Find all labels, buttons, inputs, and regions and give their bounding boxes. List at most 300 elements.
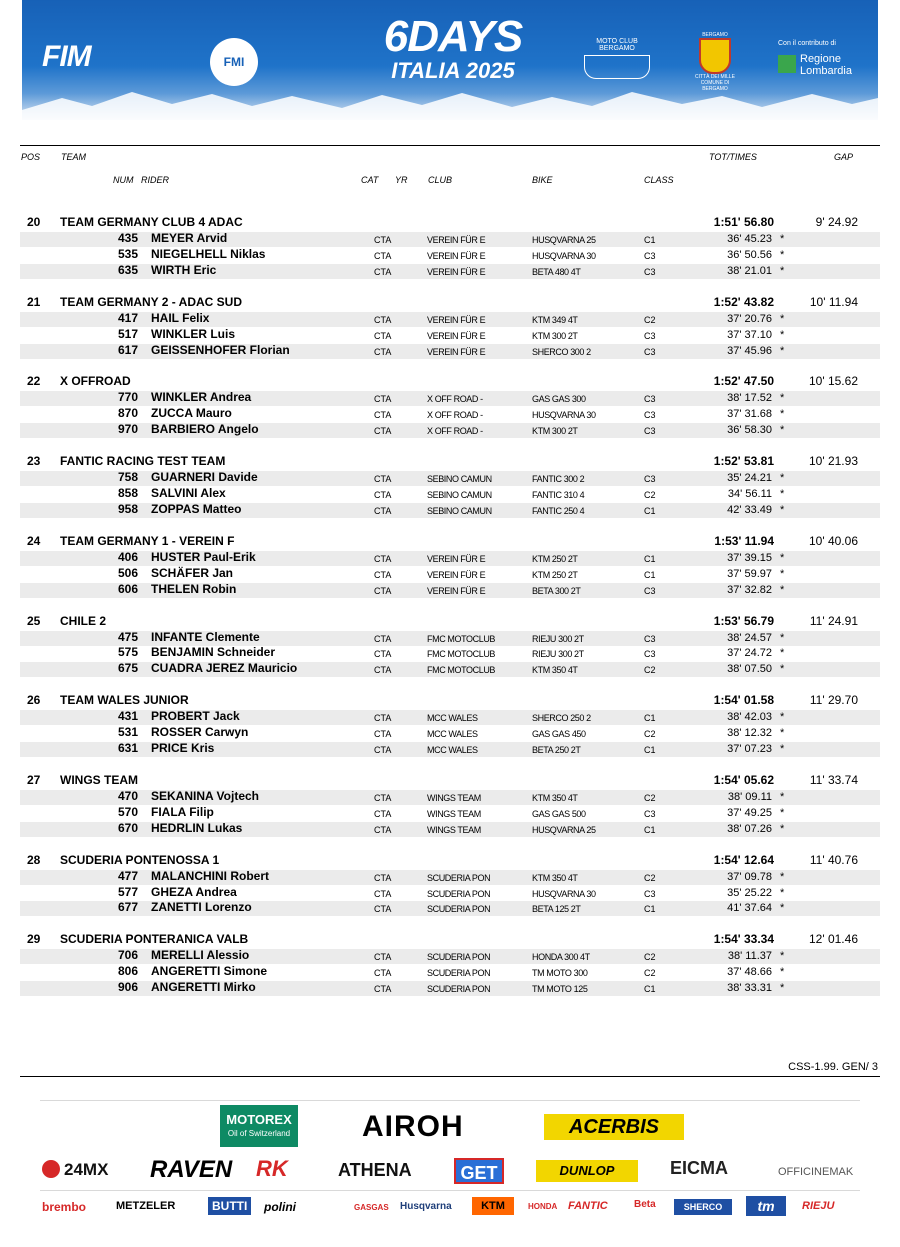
team-row xyxy=(20,373,880,389)
col-tot-times: TOT/TIMES xyxy=(709,152,757,162)
team-name: CHILE 2 xyxy=(60,613,107,628)
team-name: TEAM GERMANY CLUB 4 ADAC xyxy=(60,215,243,229)
rider-time-flag: * xyxy=(780,982,785,995)
rider-club: SCUDERIA PON xyxy=(427,872,491,883)
rider-number: 677 xyxy=(117,900,138,915)
rider-name: SALVINI Alex xyxy=(151,486,226,500)
rider-row xyxy=(20,631,880,646)
rider-time: 38' 42.03 xyxy=(727,711,772,724)
sponsor-24mx-name: 24MX xyxy=(64,1160,109,1179)
team-total-time: 1:54' 12.64 xyxy=(713,852,774,867)
sponsor-tm: tm xyxy=(746,1196,786,1216)
lombardia-name xyxy=(778,53,852,77)
sponsor-athena: ATHENA xyxy=(338,1160,412,1180)
team-name: FANTIC RACING TEST TEAM xyxy=(60,454,226,469)
rider-bike: GAS GAS 500 xyxy=(532,808,586,819)
rider-time-flag: * xyxy=(780,647,785,660)
rider-number: 806 xyxy=(117,964,138,979)
team-total-time: 1:54' 33.34 xyxy=(713,932,774,947)
rider-bike: KTM 350 4T xyxy=(532,792,578,803)
team-name: TEAM GERMANY 1 - VEREIN F xyxy=(60,533,235,548)
rider-bike: TM MOTO 125 xyxy=(532,984,588,995)
rider-number: 770 xyxy=(117,390,138,405)
rider-class: C1 xyxy=(644,505,656,516)
rider-bike: KTM 350 4T xyxy=(532,872,578,883)
rider-number: 970 xyxy=(117,422,138,437)
rider-time: 38' 09.11 xyxy=(727,790,772,803)
rider-club: MCC WALES xyxy=(427,745,478,755)
sponsor-24mx xyxy=(42,1160,108,1180)
col-team: TEAM xyxy=(61,152,87,162)
rider-class: C3 xyxy=(644,633,656,644)
rider-time-flag: * xyxy=(780,344,785,357)
rider-category: CTA xyxy=(374,633,392,644)
rider-row xyxy=(20,232,880,247)
rider-row xyxy=(20,949,880,964)
rider-category: CTA xyxy=(374,394,392,405)
team-position: 29 xyxy=(27,932,41,947)
sponsor-husqvarna: Husqvarna xyxy=(400,1201,452,1212)
rider-category: CTA xyxy=(374,649,392,660)
rider-class: C2 xyxy=(644,314,656,325)
rider-name: BENJAMIN Schneider xyxy=(151,645,276,660)
rider-club: SCUDERIA PON xyxy=(427,984,491,995)
rider-row xyxy=(20,790,880,805)
rider-number: 706 xyxy=(117,948,138,963)
rider-row xyxy=(20,264,880,279)
rider-class: C1 xyxy=(644,984,656,995)
rider-club: FMC MOTOCLUB xyxy=(427,665,496,676)
rider-name: ANGERETTI Mirko xyxy=(151,980,256,995)
rider-time: 38' 24.57 xyxy=(727,631,772,644)
rider-category: CTA xyxy=(374,474,392,485)
rider-row xyxy=(20,981,880,996)
rider-number: 406 xyxy=(117,549,138,564)
rider-name: FIALA Filip xyxy=(151,804,214,819)
rider-number: 577 xyxy=(117,884,138,899)
sponsor-sherco: SHERCO xyxy=(674,1199,732,1215)
rider-category: CTA xyxy=(374,490,392,500)
moto-club-bergamo-logo xyxy=(582,38,652,79)
rider-bike: FANTIC 310 4 xyxy=(532,490,585,500)
team-position: 20 xyxy=(27,215,41,229)
fmi-logo: FMI xyxy=(210,38,258,86)
rider-number: 606 xyxy=(117,581,138,596)
rider-name: THELEN Robin xyxy=(151,581,237,596)
rider-time: 38' 33.31 xyxy=(727,982,772,995)
rider-class: C3 xyxy=(644,649,656,660)
rider-class: C1 xyxy=(644,824,656,835)
rider-bike: KTM 300 2T xyxy=(532,330,578,341)
team-row xyxy=(20,931,880,947)
rider-name: INFANTE Clemente xyxy=(151,629,260,644)
rider-time: 37' 37.10 xyxy=(727,328,772,341)
rider-number: 675 xyxy=(117,661,138,676)
team-gap: 11' 33.74 xyxy=(809,772,858,787)
rider-time-flag: * xyxy=(780,567,785,580)
rider-row xyxy=(20,646,880,661)
rider-category: CTA xyxy=(374,792,392,803)
rider-class: C3 xyxy=(644,585,656,596)
rider-time-flag: * xyxy=(780,264,785,277)
mountain-silhouette xyxy=(22,80,878,120)
col-gap: GAP xyxy=(834,152,854,162)
rider-bike: HONDA 300 4T xyxy=(532,952,590,963)
rider-class: C1 xyxy=(644,569,656,580)
team-position: 23 xyxy=(27,454,41,469)
rider-category: CTA xyxy=(374,410,392,421)
rider-bike: GAS GAS 300 xyxy=(532,394,586,405)
rider-bike: FANTIC 300 2 xyxy=(532,474,585,485)
team-position: 21 xyxy=(27,294,41,309)
team-position: 22 xyxy=(27,374,41,389)
sponsor-gasgas: GASGAS xyxy=(354,1203,389,1212)
moto-club-label: MOTO CLUB BERGAMO xyxy=(596,38,638,52)
rider-bike: RIEJU 300 2T xyxy=(532,633,584,644)
team-name: SCUDERIA PONTERANICA VALB xyxy=(60,932,249,947)
24mx-icon xyxy=(42,1160,60,1178)
rider-club: MCC WALES xyxy=(427,713,478,724)
rider-name: ZOPPAS Matteo xyxy=(151,501,242,516)
rider-number: 531 xyxy=(117,725,138,740)
rider-time: 41' 37.64 xyxy=(727,902,772,915)
rider-bike: HUSQVARNA 30 xyxy=(532,410,596,421)
rider-category: CTA xyxy=(374,713,392,724)
rider-time-flag: * xyxy=(780,392,785,405)
rider-name: PROBERT Jack xyxy=(151,709,240,724)
rider-number: 906 xyxy=(117,980,138,995)
rider-club: X OFF ROAD - xyxy=(427,394,483,405)
col-bike: BIKE xyxy=(532,175,553,185)
team-gap: 12' 01.46 xyxy=(808,932,858,947)
sponsor-officinemak: OFFICINEMAK xyxy=(778,1166,854,1178)
rider-category: CTA xyxy=(374,808,392,819)
page-reference: CSS-1.99. GEN/ 3 xyxy=(788,1061,878,1073)
rider-class: C2 xyxy=(644,490,656,500)
rider-class: C3 xyxy=(644,250,656,261)
rider-bike: BETA 125 2T xyxy=(532,904,581,915)
rider-row xyxy=(20,423,880,438)
team-total-time: 1:53' 56.79 xyxy=(713,613,774,628)
rider-class: C2 xyxy=(644,952,656,963)
sponsor-divider-top xyxy=(40,1100,860,1101)
rider-category: CTA xyxy=(374,952,392,963)
rider-club: WINGS TEAM xyxy=(427,824,481,835)
rider-club: VEREIN FÜR E xyxy=(427,569,486,580)
rider-club: SCUDERIA PON xyxy=(427,904,491,915)
rider-time: 38' 17.52 xyxy=(727,392,772,405)
rider-club: X OFF ROAD - xyxy=(427,426,483,437)
rider-time-flag: * xyxy=(780,790,785,803)
col-club: CLUB xyxy=(428,175,453,185)
sponsor-eicma: EICMA xyxy=(670,1158,728,1178)
rider-time: 36' 50.56 xyxy=(727,248,772,261)
team-row xyxy=(20,533,880,549)
sponsor-motorex-name: MOTOREX xyxy=(226,1112,292,1127)
lombardia-name-2: Lombardia xyxy=(800,65,852,77)
rider-row xyxy=(20,662,880,677)
rider-row xyxy=(20,583,880,598)
rider-class: C3 xyxy=(644,808,656,819)
rider-name: HUSTER Paul-Erik xyxy=(151,549,256,564)
rider-class: C1 xyxy=(644,713,656,724)
sponsor-rieju: RIEJU xyxy=(802,1200,835,1212)
team-position: 25 xyxy=(27,613,41,628)
team-name: TEAM WALES JUNIOR xyxy=(60,693,189,708)
team-total-time: 1:52' 47.50 xyxy=(713,374,774,389)
rider-category: CTA xyxy=(374,824,392,835)
rider-time-flag: * xyxy=(780,727,785,740)
rider-class: C3 xyxy=(644,330,656,341)
rider-time: 37' 31.68 xyxy=(727,408,772,421)
rider-bike: BETA 250 2T xyxy=(532,745,581,755)
sponsor-polini: polini xyxy=(264,1200,296,1214)
rider-row xyxy=(20,503,880,518)
sponsor-butti: BUTTI xyxy=(208,1197,251,1215)
rider-class: C2 xyxy=(644,792,656,803)
rider-time: 37' 45.96 xyxy=(727,344,772,357)
rider-number: 958 xyxy=(117,501,138,516)
sponsor-get: GET xyxy=(454,1158,504,1184)
team-name: TEAM GERMANY 2 - ADAC SUD xyxy=(60,294,243,309)
rider-time-flag: * xyxy=(780,488,785,500)
rider-name: WINKLER Andrea xyxy=(151,390,252,405)
rider-time-flag: * xyxy=(780,551,785,564)
lombardia-name-1: Regione xyxy=(800,53,841,65)
rider-name: MEYER Arvid xyxy=(151,231,228,245)
rider-time-flag: * xyxy=(780,408,785,421)
rider-time: 37' 48.66 xyxy=(727,966,772,979)
rider-time-flag: * xyxy=(780,503,785,516)
rider-category: CTA xyxy=(374,553,392,564)
rider-club: MCC WALES xyxy=(427,729,478,740)
team-position: 27 xyxy=(27,772,41,787)
rider-club: X OFF ROAD - xyxy=(427,410,483,421)
rider-name: MERELLI Alessio xyxy=(151,948,250,963)
rider-class: C3 xyxy=(644,266,656,277)
rider-name: GHEZA Andrea xyxy=(151,884,237,899)
rider-category: CTA xyxy=(374,330,392,341)
rider-number: 431 xyxy=(117,709,138,724)
rider-name: HEDRLIN Lukas xyxy=(151,820,243,835)
sponsor-rk: RK xyxy=(256,1156,288,1181)
rider-row xyxy=(20,328,880,343)
col-pos: POS xyxy=(21,152,41,162)
rider-club: VEREIN FÜR E xyxy=(427,553,486,564)
event-title-line2: ITALIA 2025 xyxy=(391,58,515,83)
rider-name: MALANCHINI Robert xyxy=(151,868,269,883)
team-gap: 11' 24.91 xyxy=(809,613,858,628)
rider-class: C1 xyxy=(644,904,656,915)
rider-time: 37' 20.76 xyxy=(727,312,772,325)
rider-number: 475 xyxy=(117,629,138,644)
rider-row xyxy=(20,886,880,901)
rider-bike: KTM 300 2T xyxy=(532,426,578,437)
rider-time-flag: * xyxy=(780,886,785,899)
rider-number: 535 xyxy=(117,246,138,261)
team-gap: 10' 40.06 xyxy=(808,533,858,548)
team-row xyxy=(20,214,880,230)
sponsor-brembo: brembo xyxy=(42,1200,87,1214)
rider-number: 435 xyxy=(117,231,138,245)
bergamo-shield-icon xyxy=(699,38,731,74)
team-total-time: 1:51' 56.80 xyxy=(713,215,774,229)
team-total-time: 1:54' 05.62 xyxy=(713,772,774,787)
rider-row xyxy=(20,965,880,980)
rider-time-flag: * xyxy=(780,312,785,325)
moto-club-emblem xyxy=(584,55,650,79)
rider-category: CTA xyxy=(374,426,392,437)
rider-category: CTA xyxy=(374,314,392,325)
bergamo-bottom-label: COMUNE DI BERGAMO xyxy=(700,80,730,92)
sponsor-beta: Beta xyxy=(634,1199,656,1210)
sponsor-airoh: AIROH xyxy=(362,1110,464,1143)
rider-number: 758 xyxy=(117,470,138,485)
rider-time: 38' 07.26 xyxy=(727,822,772,835)
rider-time: 36' 58.30 xyxy=(727,424,772,437)
rider-time-flag: * xyxy=(780,424,785,437)
rider-row xyxy=(20,870,880,885)
rider-time: 38' 07.50 xyxy=(727,663,772,676)
rider-time: 37' 49.25 xyxy=(727,806,772,819)
rider-name: ZUCCA Mauro xyxy=(151,406,232,421)
sponsor-raven: RAVEN xyxy=(150,1156,233,1183)
rider-row xyxy=(20,726,880,741)
rider-club: WINGS TEAM xyxy=(427,808,481,819)
sponsor-fantic: FANTIC xyxy=(568,1200,608,1212)
rider-category: CTA xyxy=(374,266,392,277)
team-gap: 9' 24.92 xyxy=(815,215,858,229)
rider-number: 870 xyxy=(117,406,138,421)
rider-category: CTA xyxy=(374,346,392,357)
team-total-time: 1:54' 01.58 xyxy=(713,693,774,708)
bergamo-mid-label: CITTÀ DEI MILLE xyxy=(694,74,735,80)
rider-name: BARBIERO Angelo xyxy=(151,422,259,437)
rider-club: SCUDERIA PON xyxy=(427,968,491,979)
rider-club: FMC MOTOCLUB xyxy=(427,633,496,644)
rider-row xyxy=(20,407,880,422)
rider-number: 517 xyxy=(117,326,138,341)
rider-time-flag: * xyxy=(780,631,785,644)
rider-time: 37' 09.78 xyxy=(727,870,772,883)
rider-name: GUARNERI Davide xyxy=(151,470,258,485)
rider-class: C3 xyxy=(644,426,656,437)
rider-row xyxy=(20,471,880,486)
rider-club: SEBINO CAMUN xyxy=(427,505,492,516)
rider-name: GEISSENHOFER Florian xyxy=(151,342,290,357)
team-name: WINGS TEAM xyxy=(60,772,138,787)
rider-time: 35' 24.21 xyxy=(727,472,772,485)
team-row xyxy=(20,294,880,310)
sponsor-divider-bottom xyxy=(40,1190,860,1191)
team-gap: 10' 15.62 xyxy=(808,374,858,389)
rider-club: VEREIN FÜR E xyxy=(427,235,486,245)
rider-time: 38' 12.32 xyxy=(727,727,772,740)
rider-number: 570 xyxy=(117,804,138,819)
event-title-line1: 6DAYS xyxy=(383,12,523,61)
rider-number: 617 xyxy=(117,342,138,357)
rider-class: C2 xyxy=(644,968,656,979)
col-num: NUM xyxy=(113,175,134,185)
team-total-time: 1:52' 43.82 xyxy=(713,294,774,309)
rider-name: NIEGELHELL Niklas xyxy=(151,246,266,261)
rider-class: C3 xyxy=(644,410,656,421)
rider-number: 470 xyxy=(117,788,138,803)
rider-time: 38' 21.01 xyxy=(727,264,772,277)
rider-category: CTA xyxy=(374,729,392,740)
rider-time-flag: * xyxy=(780,902,785,915)
rider-name: CUADRA JEREZ Mauricio xyxy=(151,661,298,676)
rider-class: C1 xyxy=(644,745,656,755)
team-name: SCUDERIA PONTENOSSA 1 xyxy=(60,852,220,867)
fim-logo: FIM xyxy=(42,40,91,73)
rider-time: 42' 33.49 xyxy=(727,503,772,516)
team-gap: 10' 11.94 xyxy=(809,294,858,309)
rider-time: 35' 25.22 xyxy=(727,886,772,899)
rider-class: C3 xyxy=(644,888,656,899)
rider-club: FMC MOTOCLUB xyxy=(427,649,496,660)
rider-time-flag: * xyxy=(780,743,785,755)
rider-time: 38' 11.37 xyxy=(727,950,772,963)
footer-rule xyxy=(20,1076,880,1077)
team-total-time: 1:53' 11.94 xyxy=(714,533,774,548)
rider-bike: FANTIC 250 4 xyxy=(532,505,585,516)
team-row xyxy=(20,852,880,868)
rider-row xyxy=(20,710,880,725)
lombardia-caption: Con il contributo di xyxy=(778,40,836,47)
rider-bike: BETA 480 4T xyxy=(532,266,581,277)
rider-name: ZANETTI Lorenzo xyxy=(151,900,252,915)
rider-number: 635 xyxy=(117,262,138,277)
team-row xyxy=(20,453,880,469)
rider-time-flag: * xyxy=(780,711,785,724)
rider-category: CTA xyxy=(374,585,392,596)
rider-bike: TM MOTO 300 xyxy=(532,968,588,979)
rider-category: CTA xyxy=(374,505,392,516)
rider-time-flag: * xyxy=(780,870,785,883)
rider-time-flag: * xyxy=(780,472,785,485)
rider-number: 858 xyxy=(117,486,138,500)
rider-time-flag: * xyxy=(780,822,785,835)
rider-category: CTA xyxy=(374,569,392,580)
rider-bike: HUSQVARNA 25 xyxy=(532,824,596,835)
rider-bike: BETA 300 2T xyxy=(532,585,581,596)
rider-bike: KTM 349 4T xyxy=(532,314,578,325)
col-class: CLASS xyxy=(644,175,674,185)
col-yr: YR xyxy=(395,175,408,185)
rider-class: C3 xyxy=(644,394,656,405)
rider-club: WINGS TEAM xyxy=(427,792,481,803)
rider-row xyxy=(20,806,880,821)
rider-bike: KTM 350 4T xyxy=(532,665,578,676)
rider-row xyxy=(20,248,880,263)
rider-number: 417 xyxy=(117,310,138,325)
team-position: 26 xyxy=(27,693,41,708)
rider-time: 37' 24.72 xyxy=(727,647,772,660)
rider-row xyxy=(20,742,880,757)
rider-bike: SHERCO 300 2 xyxy=(532,346,591,357)
rider-name: PRICE Kris xyxy=(151,741,215,755)
rider-class: C1 xyxy=(644,553,656,564)
rider-category: CTA xyxy=(374,235,392,245)
rider-category: CTA xyxy=(374,250,392,261)
rider-time-flag: * xyxy=(780,806,785,819)
rider-name: WIRTH Eric xyxy=(151,262,217,277)
rider-club: SEBINO CAMUN xyxy=(427,474,492,485)
col-rider: RIDER xyxy=(141,175,170,185)
rider-number: 477 xyxy=(117,868,138,883)
sponsor-motorex xyxy=(220,1105,298,1147)
